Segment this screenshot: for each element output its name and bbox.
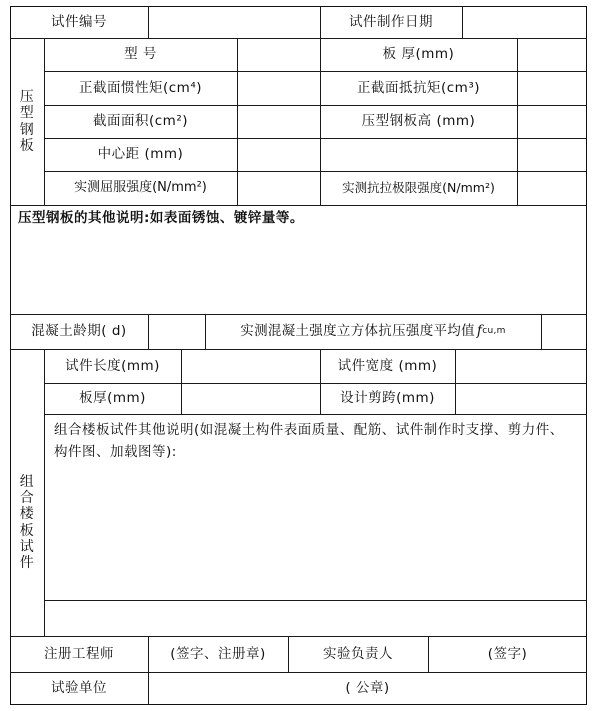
- width-value[interactable]: [455, 349, 587, 383]
- design-span-label: 设计剪跨(mm): [340, 390, 435, 407]
- concrete-age-label: 混凝土龄期( d): [31, 323, 127, 340]
- area-value[interactable]: [237, 105, 320, 138]
- make-date-value[interactable]: [462, 6, 587, 38]
- thickness-value[interactable]: [517, 38, 587, 71]
- width-label: 试件宽度 (mm): [337, 357, 438, 374]
- tensile-strength-value[interactable]: [517, 171, 587, 205]
- deck-height-label: 压型钢板高 (mm): [361, 113, 476, 130]
- specimen-no-value[interactable]: [148, 6, 320, 38]
- tensile-strength-label: 实测抗拉极限强度(N/mm²): [342, 179, 495, 195]
- group-char: 合: [19, 490, 35, 507]
- engineer-sign-field[interactable]: (签字、注册章): [170, 645, 266, 662]
- steel-deck-notes[interactable]: 压型钢板的其他说明:如表面锈蚀、镀锌量等。: [18, 210, 304, 226]
- yield-strength-value[interactable]: [237, 171, 320, 205]
- length-label: 试件长度(mm): [65, 357, 160, 374]
- composite-group-label: [10, 349, 44, 636]
- area-label: 截面面积(cm²): [92, 113, 189, 130]
- cube-strength-symbol: f: [476, 323, 483, 340]
- model-label: 型 号: [124, 46, 157, 63]
- group-char: 板: [19, 137, 35, 154]
- composite-notes[interactable]: 组合楼板试件其他说明(如混凝土构件表面质量、配筋、试件制作时支撑、剪力件、构件图、加载图等):: [54, 422, 564, 460]
- group-char: 试: [19, 538, 35, 555]
- specimen-no-label: 试件编号: [51, 13, 107, 30]
- lead-label: 实验负责人: [323, 645, 393, 662]
- length-value[interactable]: [181, 349, 320, 383]
- make-date-label: 试件制作日期: [349, 13, 433, 30]
- inertia-label: 正截面惯性矩(cm⁴): [78, 79, 203, 96]
- empty-cell[interactable]: [517, 138, 587, 171]
- cube-strength-label: [205, 314, 541, 349]
- resist-moment-value[interactable]: [517, 71, 587, 105]
- group-char: 组: [19, 474, 35, 491]
- yield-strength-label: 实测屈服强度(N/mm²): [74, 180, 207, 196]
- center-dist-value[interactable]: [237, 138, 320, 171]
- unit-label: 试验单位: [51, 680, 107, 697]
- cube-strength-value[interactable]: [541, 314, 587, 349]
- slab-thickness-value[interactable]: [181, 383, 320, 414]
- deck-height-value[interactable]: [517, 105, 587, 138]
- slab-thickness-label: 板厚(mm): [79, 390, 146, 407]
- empty-cell[interactable]: [44, 600, 587, 636]
- lead-sign-field[interactable]: (签字): [487, 645, 528, 662]
- group-char: 压: [19, 89, 35, 106]
- seal-field[interactable]: ( 公章): [345, 680, 390, 697]
- cube-strength-subscript: cu,m: [482, 326, 506, 337]
- design-span-value[interactable]: [455, 383, 587, 414]
- engineer-label: 注册工程师: [44, 645, 114, 662]
- model-value[interactable]: [237, 38, 320, 71]
- cube-strength-text: 实测混凝土强度立方体抗压强度平均值: [240, 323, 475, 340]
- resist-moment-label: 正截面抵抗矩(cm³): [356, 79, 481, 96]
- center-dist-label: 中心距 (mm): [97, 146, 184, 163]
- group-char: 楼: [19, 506, 35, 523]
- concrete-age-value[interactable]: [148, 314, 205, 349]
- group-char: 件: [19, 554, 35, 571]
- steel-deck-group-label: [10, 38, 44, 205]
- empty-cell[interactable]: [320, 138, 517, 171]
- group-char: 钢: [19, 121, 35, 138]
- group-char: 板: [19, 522, 35, 539]
- thickness-label: 板 厚(mm): [382, 46, 455, 63]
- inertia-value[interactable]: [237, 71, 320, 105]
- group-char: 型: [19, 105, 35, 122]
